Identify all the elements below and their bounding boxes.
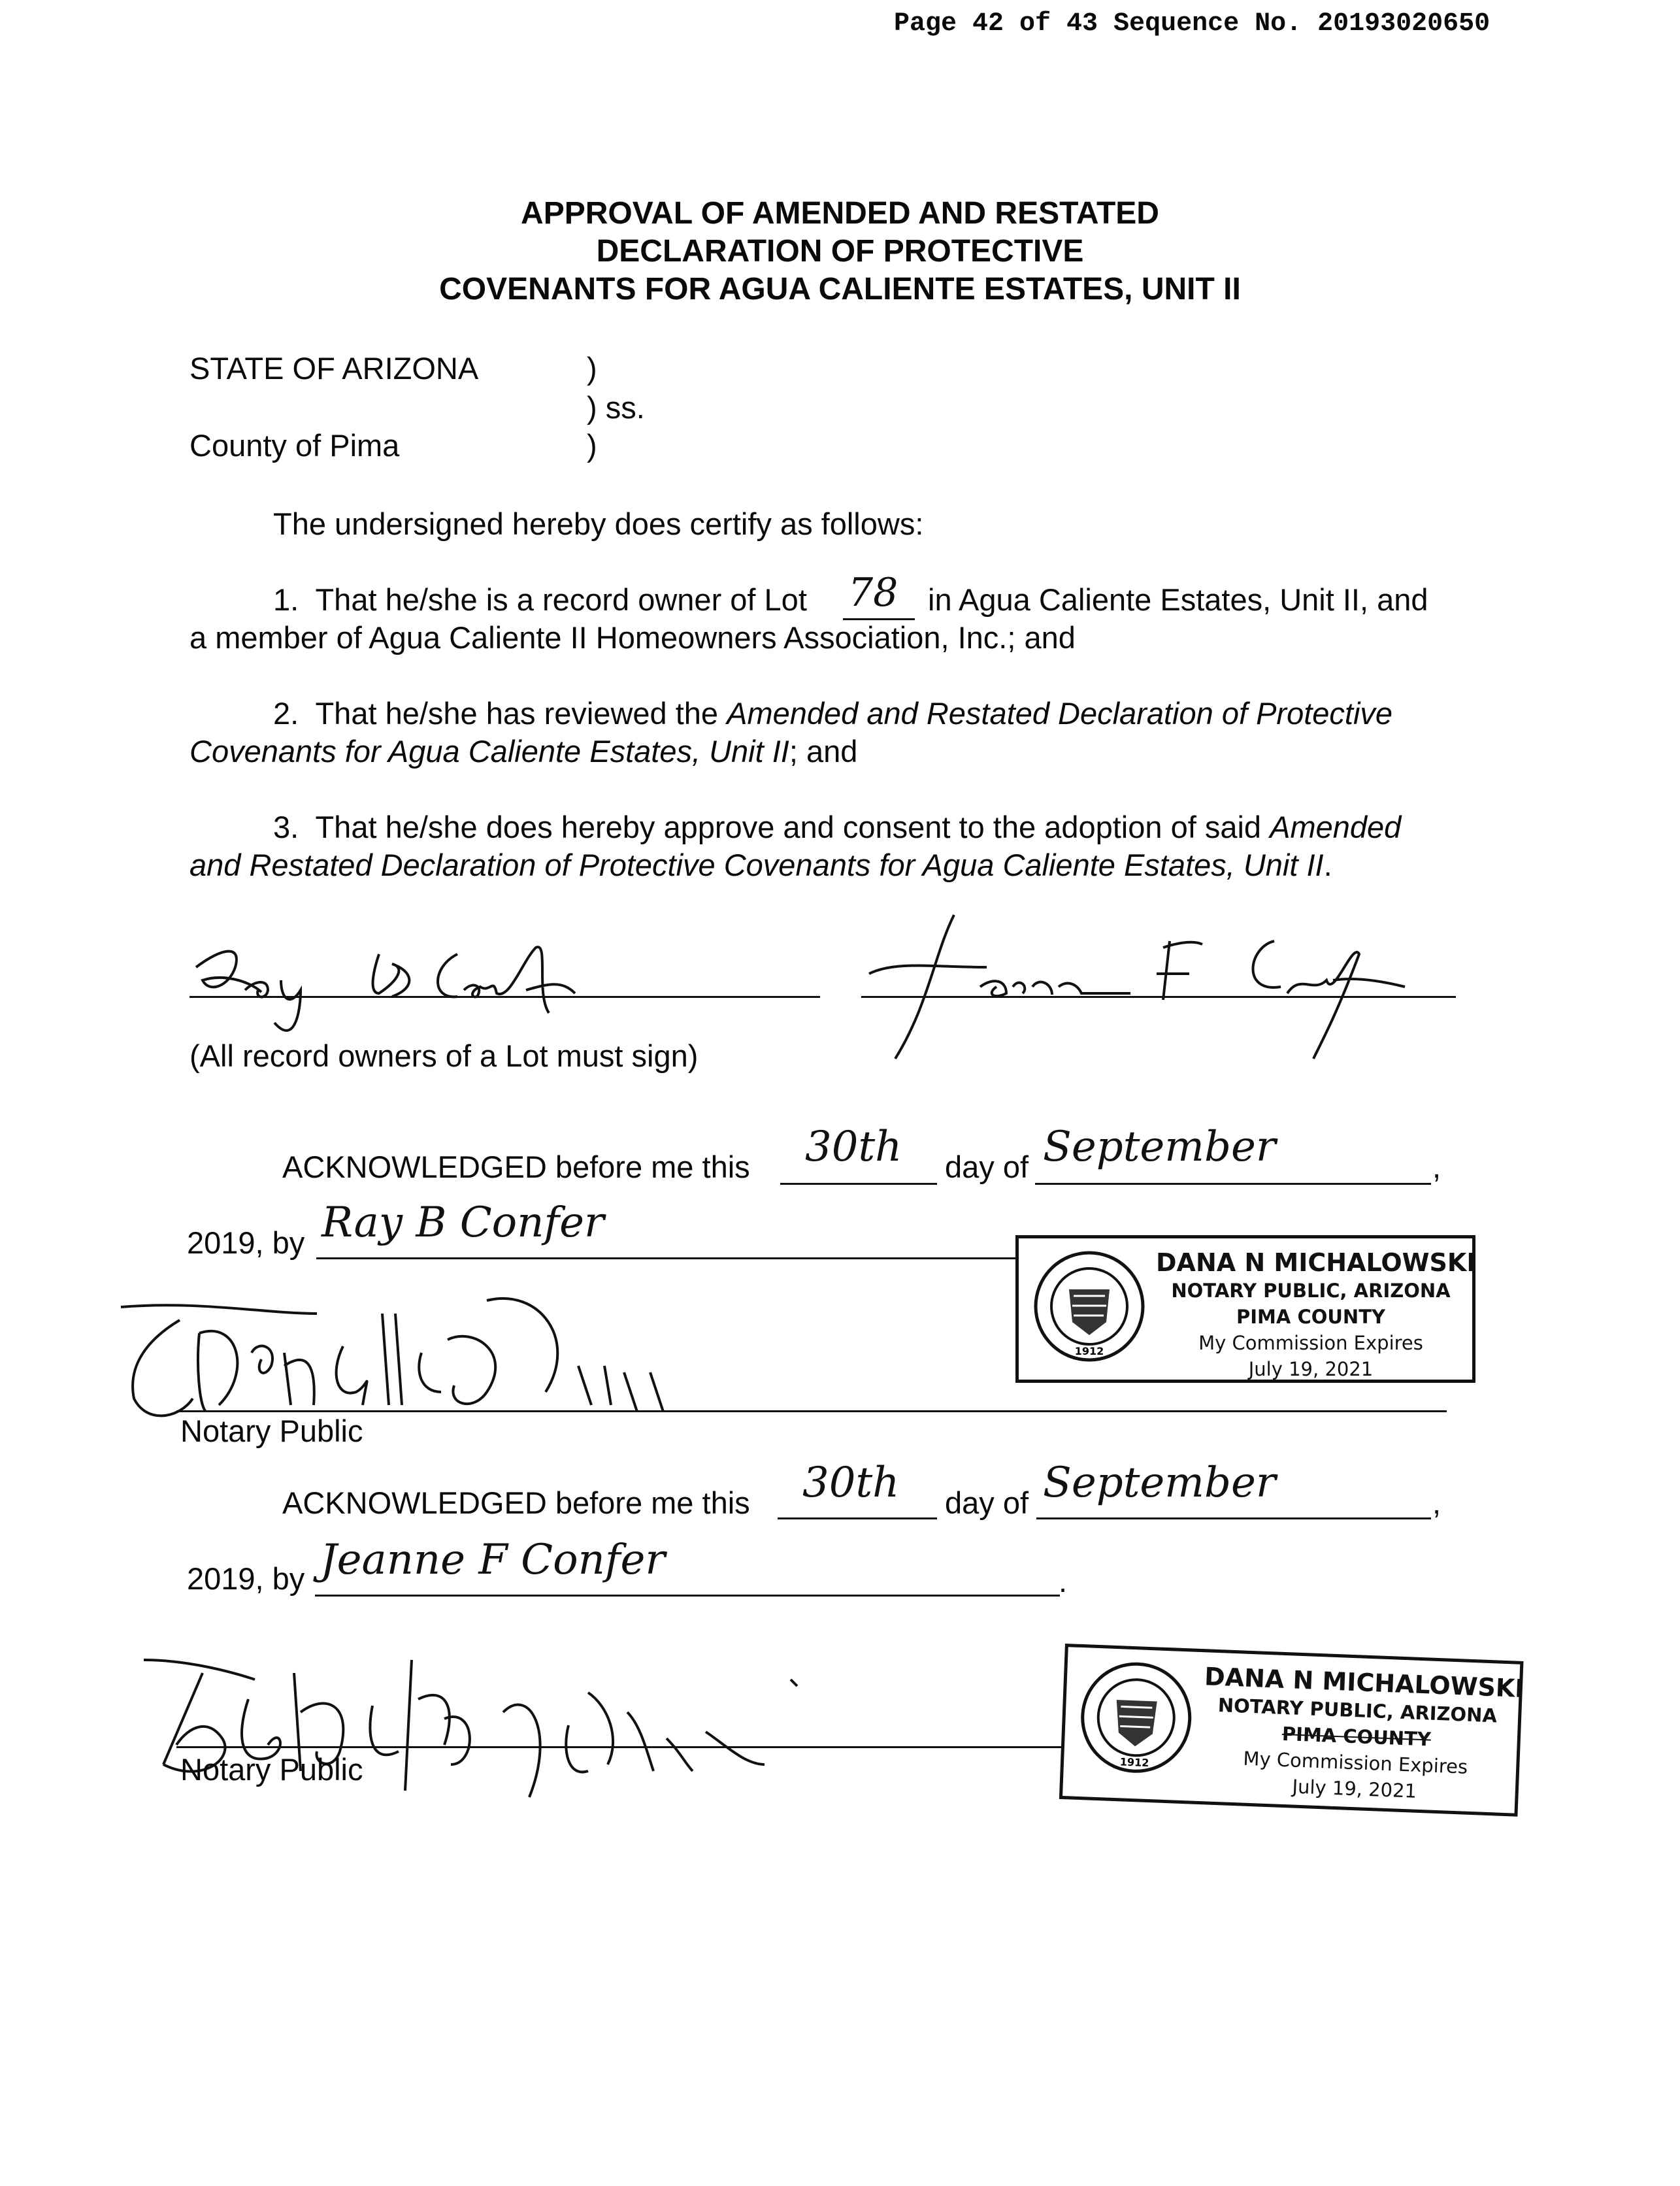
lot-number-handwritten: 78 [848, 570, 898, 616]
stamp-1-expires-date: July 19, 2021 [1248, 1358, 1374, 1380]
ack-1-month-handwritten: September [1043, 1123, 1276, 1171]
venue-ss: ) ss. [587, 390, 645, 425]
stamp-2-county: PIMA COUNTY [1281, 1722, 1432, 1751]
ack-2-name-line [315, 1595, 1060, 1597]
ack-2-name-handwritten: Jeanne F Confer [320, 1536, 665, 1584]
item-1-line-2: a member of Agua Caliente II Homeowners Association, Inc.; and [189, 620, 1076, 655]
ack-1-before: ACKNOWLEDGED before me this [282, 1150, 750, 1184]
stamp-1-name: DANA N MICHALOWSKI [1156, 1248, 1476, 1277]
stamp-1-county: PIMA COUNTY [1236, 1306, 1385, 1328]
record-owners-note: (All record owners of a Lot must sign) [189, 1038, 699, 1073]
stamp-2-title: NOTARY PUBLIC, ARIZONA [1217, 1694, 1498, 1727]
ack-1-month-line [1035, 1183, 1431, 1185]
ack-1-name-handwritten: Ray B Confer [321, 1199, 604, 1247]
stamp-2-name: DANA N MICHALOWSKI [1204, 1662, 1525, 1703]
ack-2-month-handwritten: September [1043, 1459, 1276, 1507]
document-title-line-3: COVENANTS FOR AGUA CALIENTE ESTATES, UNIT II [439, 272, 1241, 306]
owner-1-signature [183, 915, 640, 1046]
notary-stamp-2 [1059, 1644, 1524, 1817]
state-seal-icon [1078, 1659, 1194, 1776]
ack-2-year-by: 2019, by [187, 1561, 305, 1596]
ack-1-day-of: day of [945, 1150, 1029, 1184]
item-1-text-b: in Agua Caliente Estates, Unit II, and [928, 582, 1428, 617]
seal-year-text: 1912 [1074, 1345, 1104, 1357]
ack-2-day-line [778, 1517, 937, 1519]
ack-2-notary-signature [137, 1634, 830, 1823]
page-sequence-header: Page 42 of 43 Sequence No. 20193020650 [894, 9, 1491, 39]
ack-2-notary-label: Notary Public [180, 1752, 363, 1787]
owner-2-signature [856, 902, 1477, 1072]
ack-2-comma: , [1432, 1485, 1441, 1520]
ack-2-month-line [1036, 1517, 1431, 1519]
ack-1-day-handwritten: 30th [805, 1123, 902, 1171]
state-seal-icon [1033, 1250, 1145, 1363]
ack-2-period: . [1059, 1564, 1068, 1598]
document-title-line-2: DECLARATION OF PROTECTIVE [596, 234, 1084, 269]
ack-1-year-by: 2019, by [187, 1225, 305, 1260]
item-2-line-2: Covenants for Agua Caliente Estates, Unit II; and [189, 734, 858, 769]
stamp-1-expires-label: My Commission Expires [1198, 1332, 1423, 1354]
item-3-line-2: and Restated Declaration of Protective Covenants for Agua Caliente Estates, Unit II. [189, 848, 1332, 882]
ack-1-name-line [316, 1257, 1019, 1259]
seal-year-text: 1912 [1119, 1755, 1149, 1770]
stamp-2-expires-date: July 19, 2021 [1291, 1775, 1417, 1802]
ack-1-comma: , [1432, 1150, 1441, 1184]
item-1-text-a: 1. That he/she is a record owner of Lot [273, 582, 807, 617]
venue-state: STATE OF ARIZONA [189, 351, 479, 386]
venue-paren-3: ) [587, 428, 597, 463]
venue-paren-1: ) [587, 351, 597, 386]
ack-1-day-line [780, 1183, 937, 1185]
item-3-line-1: 3. That he/she does hereby approve and consent to the adoption of said Amended [273, 810, 1402, 844]
ack-2-before: ACKNOWLEDGED before me this [282, 1485, 750, 1520]
stamp-1-title: NOTARY PUBLIC, ARIZONA [1171, 1280, 1451, 1302]
ack-2-day-handwritten: 30th [802, 1459, 900, 1507]
document-title-line-1: APPROVAL OF AMENDED AND RESTATED [521, 196, 1159, 231]
certify-intro: The undersigned hereby does certify as follows: [273, 506, 924, 541]
stamp-2-expires-label: My Commission Expires [1242, 1747, 1468, 1778]
notary-stamp-1 [1015, 1235, 1475, 1383]
ack-2-day-of: day of [945, 1485, 1029, 1520]
venue-county: County of Pima [189, 428, 400, 463]
ack-1-notary-label: Notary Public [180, 1414, 363, 1448]
item-2-line-1: 2. That he/she has reviewed the Amended and Restated Declaration of Protective [273, 696, 1393, 731]
